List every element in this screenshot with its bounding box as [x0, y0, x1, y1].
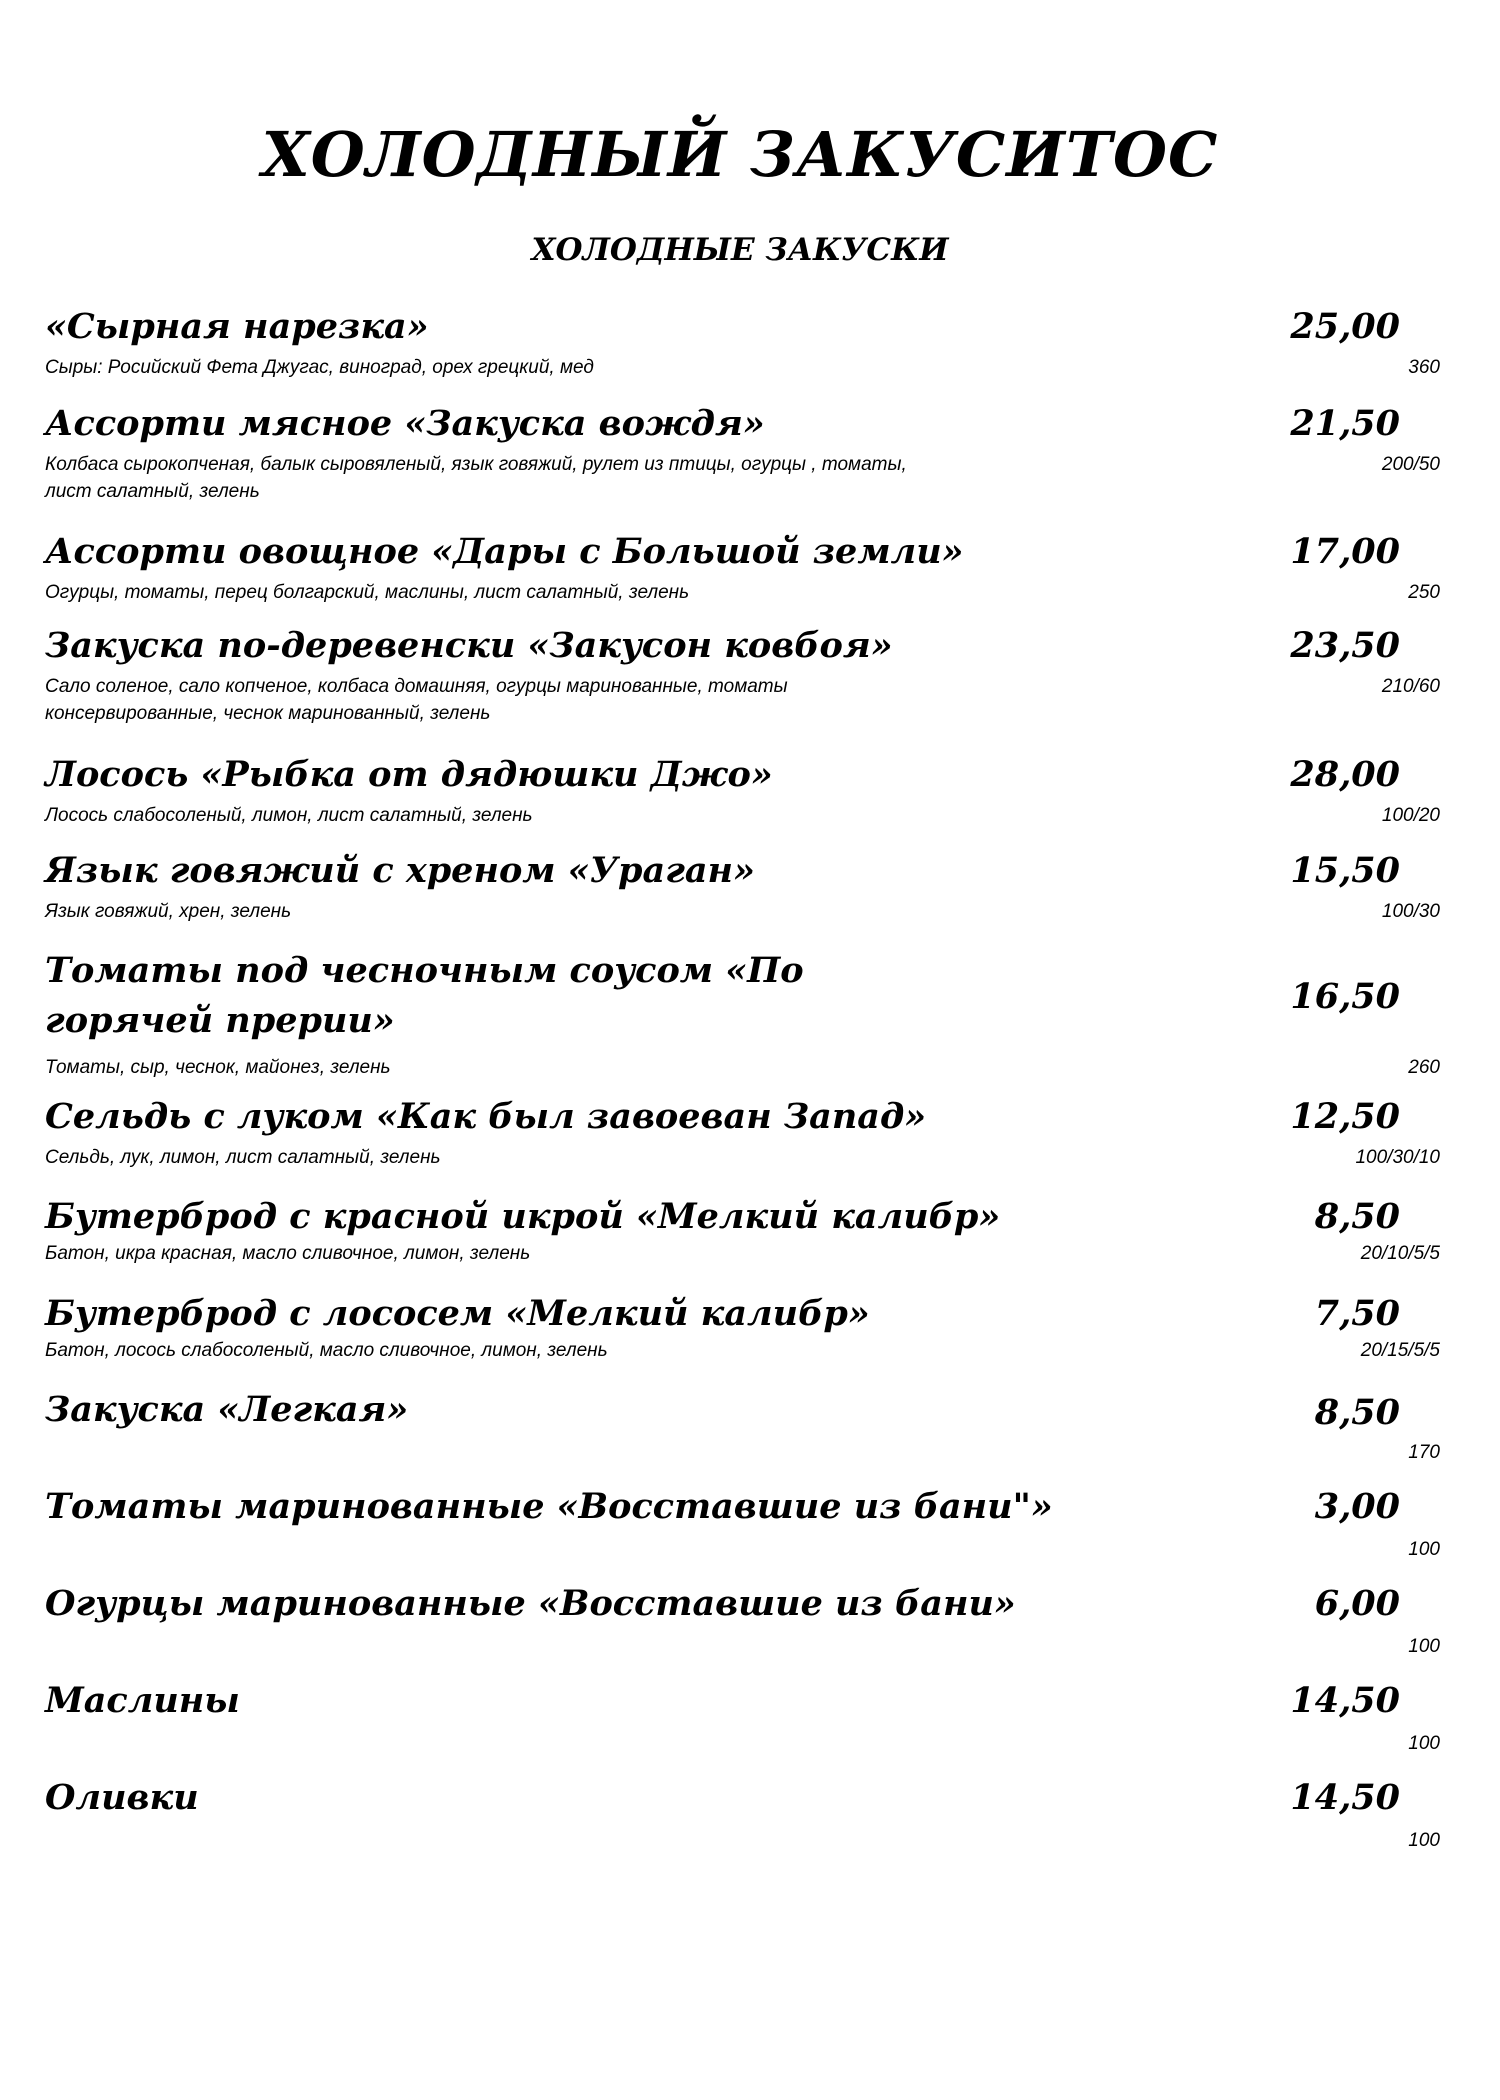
item-price: 21,50	[1290, 403, 1400, 444]
page-title: ХОЛОДНЫЙ ЗАКУСИТОС	[261, 118, 1219, 191]
item-weight: 200/50	[1381, 454, 1440, 475]
item-weight: 260	[1408, 1057, 1440, 1078]
item-price: 28,00	[1290, 754, 1400, 795]
item-name: Томаты под чесночным соусом «По горячей прерии»	[45, 950, 804, 1041]
item-description: Лосось слабосоленый, лимон, лист салатный, зелень	[45, 805, 533, 826]
item-price: 14,50	[1290, 1777, 1400, 1818]
item-description: Сыры: Росийский Фета Джугас, виноград, орех грецкий, мед	[45, 357, 594, 378]
item-weight: 100	[1408, 1636, 1440, 1657]
item-name: Ассорти мясное «Закуска вождя»	[45, 403, 765, 444]
item-name: Ассорти овощное «Дары с Большой земли»	[45, 531, 964, 572]
item-weight: 250	[1408, 582, 1440, 603]
item-weight: 210/60	[1381, 676, 1440, 697]
item-weight: 170	[1408, 1442, 1440, 1463]
item-price: 12,50	[1290, 1096, 1400, 1137]
item-weight: 100	[1408, 1733, 1440, 1754]
item-name: Язык говяжий с хреном «Ураган»	[45, 850, 755, 891]
item-price: 8,50	[1314, 1392, 1400, 1433]
item-name: Маслины	[45, 1680, 240, 1721]
item-price: 6,00	[1314, 1583, 1400, 1624]
item-weight: 100	[1408, 1539, 1440, 1560]
item-name: Бутерброд с красной икрой «Мелкий калибр»	[45, 1196, 1001, 1237]
item-weight: 20/15/5/5	[1360, 1340, 1440, 1361]
item-name: «Сырная нарезка»	[45, 306, 429, 347]
item-name: Сельдь с луком «Как был завоеван Запад»	[45, 1096, 927, 1137]
item-price: 8,50	[1314, 1196, 1400, 1237]
item-name: Закуска по-деревенски «Закусон ковбоя»	[45, 625, 893, 666]
item-weight: 100/30/10	[1355, 1147, 1440, 1168]
item-weight: 20/10/5/5	[1360, 1243, 1440, 1264]
item-name: Оливки	[45, 1777, 199, 1818]
item-price: 16,50	[1290, 976, 1400, 1017]
item-name: Огурцы маринованные «Восставшие из бани»	[45, 1583, 1016, 1624]
item-description: Батон, икра красная, масло сливочное, лимон, зелень	[45, 1243, 531, 1264]
item-name: Томаты маринованные «Восставшие из бани"»	[45, 1486, 1053, 1527]
section-title: ХОЛОДНЫЕ ЗАКУСКИ	[531, 232, 949, 268]
item-weight: 100/20	[1381, 805, 1440, 826]
item-description: Огурцы, томаты, перец болгарский, маслины, лист салатный, зелень	[45, 582, 690, 603]
item-price: 14,50	[1290, 1680, 1400, 1721]
item-price: 7,50	[1314, 1293, 1400, 1334]
item-weight: 360	[1408, 357, 1440, 378]
item-description: Томаты, сыр, чеснок, майонез, зелень	[45, 1057, 391, 1078]
item-description: Сельдь, лук, лимон, лист салатный, зелень	[45, 1147, 441, 1168]
item-name: Бутерброд с лососем «Мелкий калибр»	[45, 1293, 870, 1334]
item-price: 3,00	[1314, 1486, 1400, 1527]
item-description: Батон, лосось слабосоленый, масло сливочное, лимон, зелень	[45, 1340, 608, 1361]
item-description: Колбаса сырокопченая, балык сыровяленый, язык говяжий, рулет из птицы, огурцы , томаты, лист салатный, зелень	[45, 454, 907, 502]
item-price: 25,00	[1290, 306, 1400, 347]
item-name: Закуска «Легкая»	[45, 1389, 409, 1430]
item-weight: 100	[1408, 1830, 1440, 1851]
item-description: Сало соленое, сало копченое, колбаса домашняя, огурцы маринованные, томаты консервированные, чеснок маринованный, зелень	[45, 676, 788, 724]
item-price: 15,50	[1290, 850, 1400, 891]
item-price: 23,50	[1290, 625, 1400, 666]
item-price: 17,00	[1290, 531, 1400, 572]
item-name: Лосось «Рыбка от дядюшки Джо»	[45, 754, 773, 795]
item-description: Язык говяжий, хрен, зелень	[45, 901, 292, 922]
item-weight: 100/30	[1381, 901, 1440, 922]
